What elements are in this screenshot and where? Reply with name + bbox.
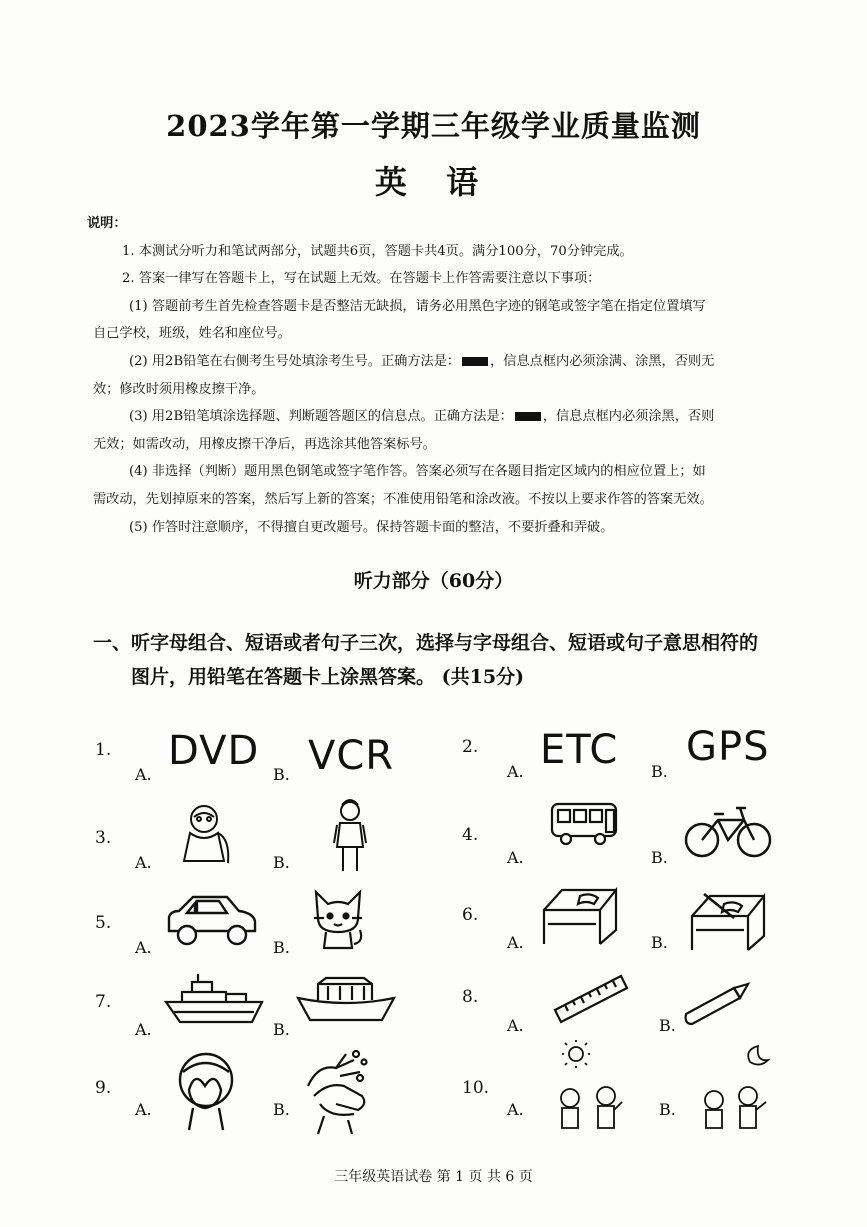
instruction-line — [93, 348, 793, 376]
option-a-label[interactable]: A. — [135, 1100, 152, 1119]
instruction-line — [93, 403, 793, 431]
question-number: 6. — [462, 905, 479, 925]
filled-box-example — [462, 357, 488, 366]
child-covering-face-icon — [175, 1050, 237, 1132]
question-number: 2. — [462, 737, 479, 757]
instruction-line: (5) 作答时注意顺序，不得擅自更改题号。保持答题卡面的整洁，不要折叠和弄破。 — [129, 519, 614, 535]
part1-instructions — [93, 626, 793, 694]
bus-icon — [550, 802, 618, 846]
option-a-label[interactable]: A. — [507, 1100, 524, 1119]
old-man-icon — [178, 797, 234, 869]
instruction-text: (3) 用2B铅笔填涂选择题、判断题答题区的信息点。正确方法是： — [129, 409, 513, 425]
option-b-label[interactable]: B. — [651, 848, 668, 867]
ship-icon — [164, 972, 266, 1026]
option-b-label[interactable]: B. — [273, 853, 290, 872]
option-a-label[interactable]: A. — [507, 933, 524, 952]
option-b-text: GPS — [686, 724, 770, 770]
option-a-label[interactable]: A. — [135, 938, 152, 957]
old-woman-icon — [332, 797, 368, 875]
option-b-label[interactable]: B. — [659, 1016, 676, 1035]
instruction-line: 效；修改时须用橡皮擦干净。 — [93, 381, 265, 397]
option-b-label[interactable]: B. — [273, 1020, 290, 1039]
instruction-text: ，信息点框内必须涂黑，否则 — [542, 409, 715, 425]
filled-box-example — [515, 412, 541, 421]
instruction-text: ，信息点框内必须涂满、涂黑，否则无 — [490, 353, 715, 369]
option-b-label[interactable]: B. — [651, 762, 668, 781]
part1-line1: 一、听字母组合、短语或者句子三次，选择与字母组合、短语或句子意思相符的 — [93, 632, 759, 654]
instruction-line: (4) 非选择（判断）题用黑色钢笔或签字笔作答。答案必须写在各题目指定区域内的相应位置上；如 — [129, 464, 706, 480]
option-b-label[interactable]: B. — [659, 1100, 676, 1119]
instruction-line: 自己学校，班级，姓名和座位号。 — [93, 326, 291, 342]
question-number: 5. — [95, 913, 112, 933]
instruction-line: 无效；如需改动，用橡皮擦干净后，再选涂其他答案标号。 — [93, 436, 436, 452]
option-a-label[interactable]: A. — [135, 765, 152, 784]
bed-icon — [540, 884, 620, 946]
ruler-icon — [553, 972, 629, 1028]
option-b-label[interactable]: B. — [651, 933, 668, 952]
instructions-heading: 说明： — [87, 216, 127, 231]
kids-moon-icon — [700, 1040, 776, 1132]
boat-icon — [296, 976, 396, 1022]
option-b-label[interactable]: B. — [273, 1100, 290, 1119]
option-b-label[interactable]: B. — [273, 938, 290, 957]
question-number: 1. — [95, 740, 112, 760]
subject-title: 英 语 — [374, 163, 493, 201]
cat-icon — [310, 888, 366, 952]
option-a-text: DVD — [168, 728, 260, 774]
instruction-line: 2. 答案一律写在答题卡上，写在试题上无效。在答题卡上作答需要注意以下事项： — [122, 271, 601, 287]
instruction-text: (2) 用2B铅笔在右侧考生号处填涂考生号。正确方法是： — [129, 353, 461, 369]
exam-title: 2023学年第一学期三年级学业质量监测 — [166, 109, 701, 143]
instructions — [87, 210, 793, 541]
question-number: 3. — [95, 828, 112, 848]
pencil-icon — [682, 982, 752, 1026]
part1-line2: 图片，用铅笔在答题卡上涂黑答案。 (共15分) — [131, 666, 525, 688]
section-title: 听力部分（60分） — [353, 570, 514, 592]
instruction-line: (1) 答题前考生首先检查答题卡是否整洁无缺损，请务必用黑色字迹的钢笔或签字笔在指定位置填写 — [129, 298, 706, 314]
option-a-label[interactable]: A. — [135, 853, 152, 872]
page-footer: 三年级英语试卷 第 1 页 共 6 页 — [334, 1169, 533, 1185]
bicycle-icon — [684, 800, 772, 860]
question-number: 4. — [462, 825, 479, 845]
option-b-text: VCR — [308, 733, 395, 779]
question-number: 7. — [95, 992, 112, 1012]
bed-crossed-icon — [688, 890, 768, 952]
option-a-label[interactable]: A. — [135, 1020, 152, 1039]
question-number: 8. — [462, 987, 479, 1007]
instruction-line: 1. 本测试分听力和笔试两部分，试题共6页，答题卡共4页。满分100分，70分钟完成。 — [122, 243, 633, 259]
kids-sun-icon — [556, 1040, 632, 1132]
instruction-line: 需改动，先划掉原来的答案，然后写上新的答案；不准使用铅笔和涂改液。不按以上要求作答的答案无效。 — [93, 491, 713, 507]
option-a-label[interactable]: A. — [507, 762, 524, 781]
question-number: 10. — [462, 1078, 490, 1098]
option-a-label[interactable]: A. — [507, 1016, 524, 1035]
option-a-text: ETC — [540, 727, 619, 773]
option-a-label[interactable]: A. — [507, 848, 524, 867]
car-icon — [165, 893, 259, 951]
washing-hands-icon — [300, 1046, 374, 1136]
option-b-label[interactable]: B. — [273, 765, 290, 784]
question-number: 9. — [95, 1078, 112, 1098]
